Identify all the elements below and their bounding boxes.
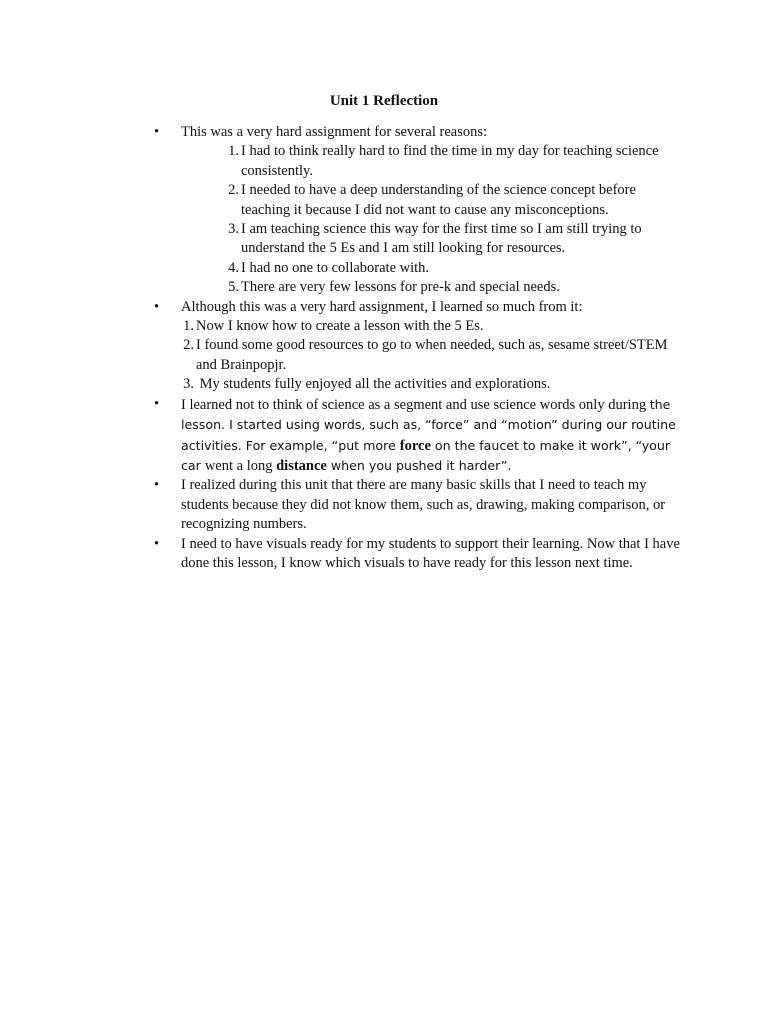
item-number: 5.: [228, 279, 239, 296]
item-text: There are very few lessons for pre-k and special needs.: [241, 279, 560, 296]
bullet-text-part: the lesson. I started using words, such as, “force” and “motion” during our routine activities. For example, “put more: [181, 396, 676, 453]
item-number: 3.: [183, 376, 194, 393]
document-body: [150, 123, 680, 573]
bullet-dot: •: [154, 124, 160, 140]
item-text: My students fully enjoyed all the activities and explorations.: [196, 376, 551, 393]
list-item: [228, 259, 680, 278]
item-text: I had to think really hard to find the time in my day for teaching science consistently.: [241, 143, 659, 179]
list-item: [228, 220, 680, 259]
item-number: 3.: [228, 221, 239, 238]
bullet-dot: •: [154, 395, 160, 412]
bullet-item: [150, 395, 680, 477]
numbered-list: [150, 317, 680, 395]
bullet-text: This was a very hard assignment for several reasons:: [181, 124, 488, 140]
list-item: [183, 375, 680, 394]
item-text: I needed to have a deep understanding of the science concept before teaching it because I did not want to cause any misconceptions.: [241, 182, 636, 218]
bullet-text: Although this was a very hard assignment, I learned so much from it:: [181, 298, 583, 315]
item-number: 4.: [228, 259, 239, 276]
list-item: [228, 142, 680, 181]
item-text: I am teaching science this way for the first time so I am still trying to understand the 5 Es and I am still looking for resources.: [241, 221, 642, 257]
bullet-item: [150, 476, 680, 534]
item-number: 2.: [183, 337, 194, 354]
bold-term: force: [399, 437, 431, 454]
bullet-item: [150, 535, 680, 574]
item-number: 1.: [183, 318, 194, 335]
bullet-item: [150, 298, 680, 317]
bullet-dot: •: [154, 477, 160, 494]
bullet-text-part: on the faucet to make it work”, “your car: [181, 437, 671, 473]
item-number: 2.: [228, 182, 239, 199]
bullet-text: I realized during this unit that there are many basic skills that I need to teach my students because they did not know them, such as, drawing, making comparison, or recognizing numbers.: [181, 477, 666, 533]
bullet-item: [150, 123, 680, 142]
item-text: Now I know how to create a lesson with the 5 Es.: [196, 318, 484, 335]
bullet-text: I need to have visuals ready for my students to support their learning. Now that I have done this lesson, I know which visuals to have ready for this lesson next time.: [181, 535, 680, 571]
bullet-text: [181, 395, 680, 477]
bullet-text-part: went a long: [204, 457, 277, 474]
list-item: [228, 278, 680, 297]
bullet-dot: •: [154, 535, 160, 552]
item-number: 1.: [228, 143, 239, 160]
item-text: I had no one to collaborate with.: [241, 259, 430, 276]
numbered-list: [150, 142, 680, 297]
bullet-dot: •: [154, 298, 160, 315]
bullet-text-part: I learned not to think of science as a segment and use science words only during: [181, 396, 650, 413]
bullet-text-part: when you pushed it harder”.: [326, 457, 512, 473]
page-title: Unit 1 Reflection: [329, 93, 439, 109]
bold-term: distance: [276, 457, 327, 474]
list-item: [228, 181, 680, 220]
list-item: [183, 336, 680, 375]
list-item: [183, 317, 680, 336]
item-text: I found some good resources to go to when needed, such as, sesame street/STEM and Brainpopjr.: [196, 337, 668, 373]
